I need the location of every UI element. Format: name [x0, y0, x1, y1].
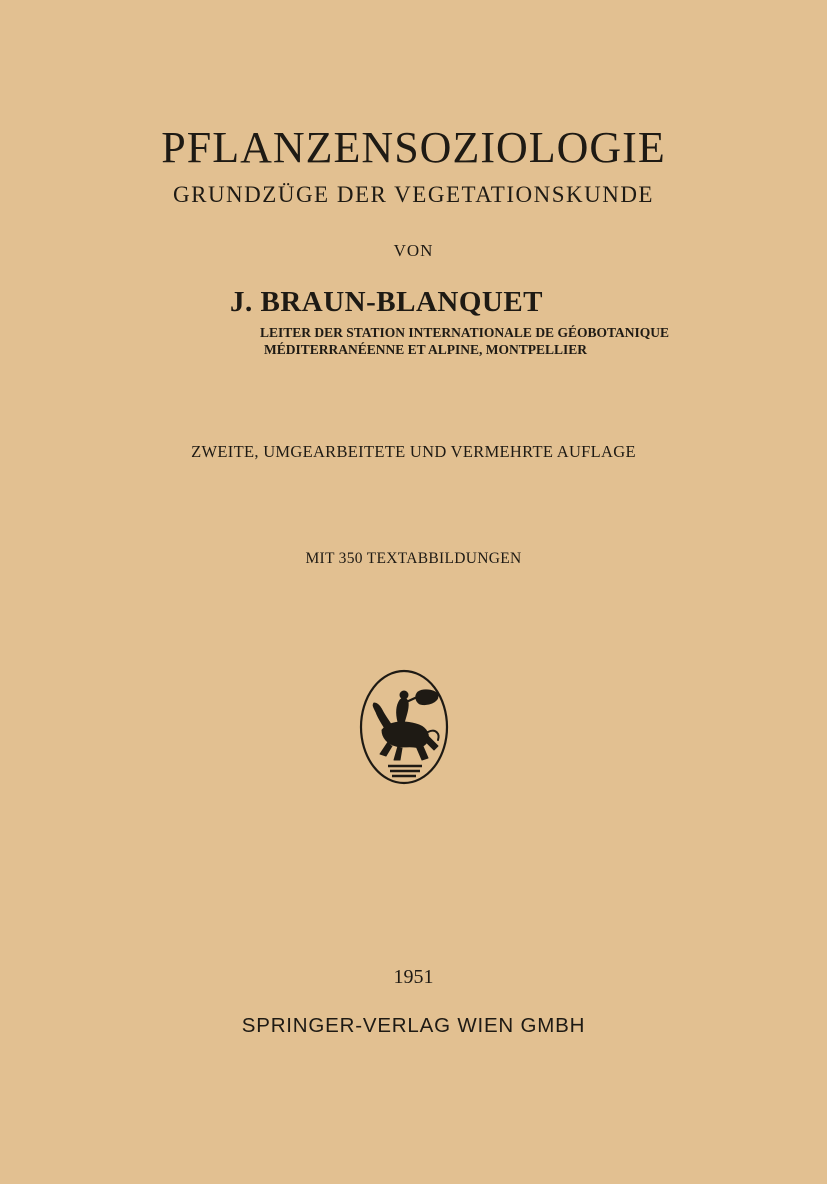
- author-affiliation-line-2: MÉDITERRANÉENNE ET ALPINE, MONTPELLIER: [264, 342, 588, 357]
- book-subtitle: GRUNDZÜGE DER VEGETATIONSKUNDE: [173, 182, 654, 207]
- book-title: PFLANZENSOZIOLOGIE: [161, 123, 666, 172]
- publisher-name: SPRINGER-VERLAG WIEN GMBH: [241, 1014, 586, 1037]
- author-affiliation-line-1: LEITER DER STATION INTERNATIONALE DE GÉOBOTANIQUE: [260, 325, 669, 340]
- figures-note: MIT 350 TEXTABBILDUNGEN: [305, 550, 522, 567]
- author-name: J. BRAUN-BLANQUET: [230, 286, 544, 318]
- springer-knight-logo-icon: [358, 668, 450, 786]
- by-label: VON: [393, 241, 434, 260]
- publication-year: 1951: [393, 966, 434, 988]
- edition-statement: ZWEITE, UMGEARBEITETE UND VERMEHRTE AUFLAGE: [191, 442, 636, 461]
